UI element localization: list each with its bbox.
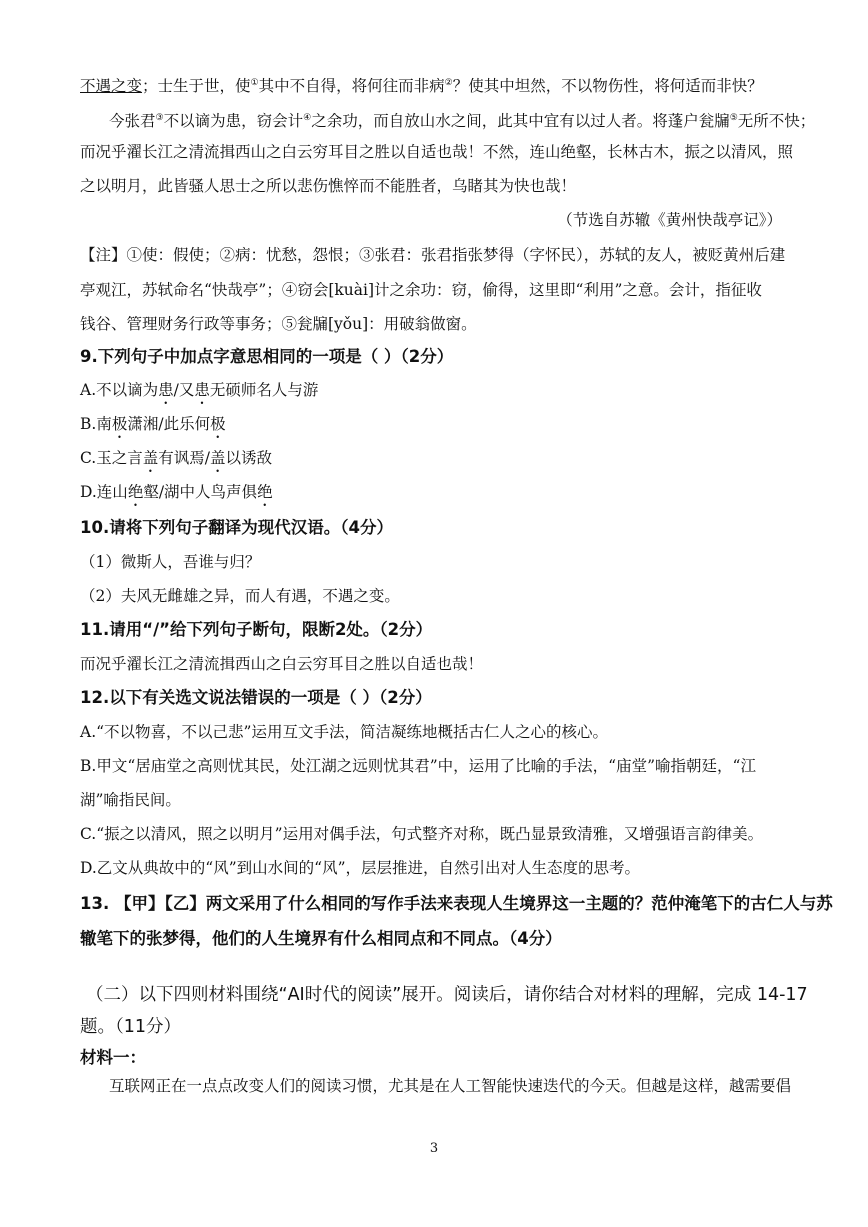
passage-text: 其中不自得，将何往而非病 [258,77,445,95]
q11-title: 11.请用“/”给下列句子断句，限断2处。（2分） [80,620,433,639]
option-text: A.不以谪为 [80,381,159,399]
option-text: B.南 [80,415,112,433]
passage-text: 今张君 [109,112,156,130]
dotted-char: 盖 [142,449,159,467]
q11-text: 而况乎濯长江之清流揖西山之白云穷耳目之胜以自适也哉！ [80,655,484,673]
footnote-marker: ① [250,78,259,88]
q12-title: 12.以下有关选文说法错误的一项是（ ）（2分） [80,688,432,707]
note-line-2: 亭观江，苏轼命名“快哉亭”；④窃会[kuài]计之余功：窃，偷得，这里即“利用”之意。会计，指征收 [80,281,762,299]
option-text: 壑/湖中人鸟声俱 [143,483,258,501]
dotted-char: 极 [111,415,128,433]
passage-line-1 [80,72,788,97]
q12-option-c: C.“振之以清风，照之以明月”运用对偶手法，句式整齐对称，既凸显景致清雅，又增强语言韵律美。 [80,825,764,843]
q9-option-d [80,481,788,510]
option-text: /又 [173,381,195,399]
passage-text: ；士生于世，使 [142,77,251,95]
option-text: C.玉之言 [80,449,143,467]
passage-text: 不以谪为患，窃会计 [163,112,304,130]
passage-line-4: 之以明月，此皆骚人思士之所以悲伤憔悴而不能胜者，乌睹其为快也哉！ [80,177,577,195]
note-line-3: 钱谷、管理财务行政等事务；⑤瓮牖[yǒu]：用破翁做窗。 [80,315,477,333]
dotted-char: 患 [194,381,210,399]
option-text: 有讽焉/ [158,449,210,467]
dotted-char: 患 [158,381,174,399]
dotted-char: 盖 [209,449,226,467]
q9-option-b [80,413,788,442]
passage-text: 之余功，而自放山水之间，此其中宜有以过人者。将蓬户瓮牖 [311,112,730,130]
footnote-marker: ③ [155,113,164,123]
section2-intro-line-2: 题。（11分） [80,1017,182,1037]
footnote-marker: ⑤ [729,113,738,123]
underlined-phrase: 不遇之变 [80,77,143,95]
material-heading: 材料一： [80,1048,146,1067]
passage-text: ？使其中坦然，不以物伤性，将何适而非快？ [452,77,763,95]
q9-title: 9.下列句子中加点字意思相同的一项是（ ）（2分） [80,347,454,366]
dotted-char: 绝 [127,483,144,501]
q12-option-b-line-1: B.甲文“居庙堂之高则忧其民，处江湖之远则忧其君”中，运用了比喻的手法，“庙堂”喻指朝廷，“江 [80,757,756,775]
option-text: 以诱敌 [225,449,273,467]
passage-line-3: 而况乎濯长江之清流揖西山之白云穷耳目之胜以自适也哉！不然，连山绝壑，长林古木，振之以清风，照 [80,143,794,161]
option-text: D.连山 [80,483,128,501]
passage-text: 无所不快； [737,112,816,130]
q12-option-b-line-2: 湖”喻指民间。 [80,791,181,809]
footnote-marker: ④ [303,113,312,123]
q10-title: 10.请将下列句子翻译为现代汉语。（4分） [80,518,393,537]
footnote-marker: ② [444,78,453,88]
option-text: 潇湘/此乐何 [127,415,211,433]
passage-line-2 [109,107,817,132]
section2-intro-line-1: （二）以下四则材料围绕“AI时代的阅读”展开。阅读后，请你结合对材料的理解，完成 14-17 [86,985,808,1005]
q9-option-a [80,379,788,408]
option-text: 无硕师名人与游 [209,381,319,399]
q13-line-1: 13. 【甲】【乙】两文采用了什么相同的写作手法来表现人生境界这一主题的？范仲淹笔下的古仁人与苏 [80,894,833,913]
dotted-char: 绝 [257,483,273,501]
note-line-1: 【注】①使：假使；②病：忧愁，怨恨；③张君：张君指张梦得（字怀民），苏轼的友人，被贬黄州后建 [80,246,786,264]
q13-line-2: 辙笔下的张梦得，他们的人生境界有什么相同点和不同点。（4分） [80,929,562,948]
q12-option-a: A.“不以物喜，不以己悲”运用互文手法，简洁凝练地概括古仁人之心的核心。 [80,723,608,741]
q10-sentence-2: （2）夫风无雌雄之异，而人有遇，不遇之变。 [80,587,400,605]
passage-source: （节选自苏辙《黄州快哉亭记》） [557,211,782,229]
q10-sentence-1: （1）微斯人，吾谁与归？ [80,553,261,571]
page-number: 3 [429,1141,439,1156]
material-body-line-1: 互联网正在一点点改变人们的阅读习惯，尤其是在人工智能快速迭代的今天。但越是这样，越需要倡 [109,1077,792,1095]
q9-option-c [80,447,788,476]
dotted-char: 极 [210,415,226,433]
q12-option-d: D.乙文从典故中的“风”到山水间的“风”，层层推进，自然引出对人生态度的思考。 [80,859,641,877]
